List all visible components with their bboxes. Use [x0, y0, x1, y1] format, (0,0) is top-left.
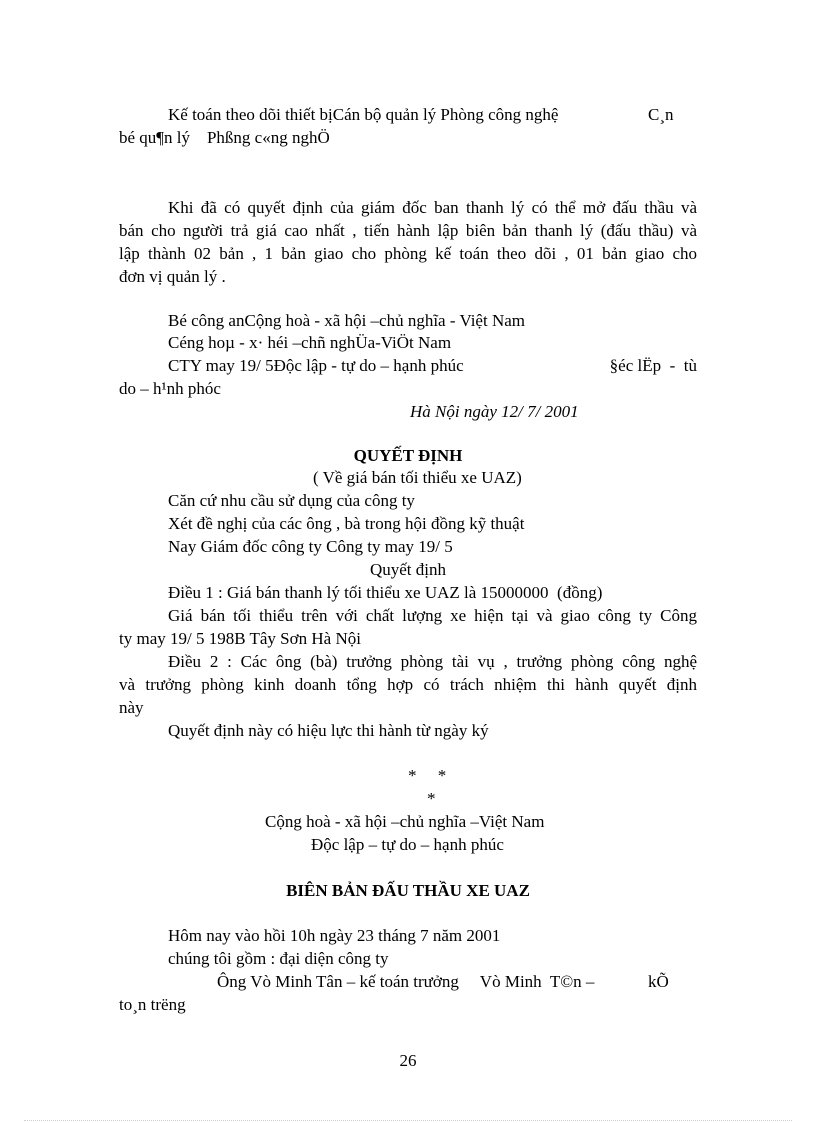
member-line-end: kÕ [648, 972, 669, 991]
article-2-line-1: Điều 2 : Các ông (bà) trưởng phòng tài vụ , trưởng phòng công nghệ [168, 652, 697, 671]
para1-line-3: lập thành 02 bản , 1 bản giao cho phòng kế toán theo dõi , 01 bản giao cho [119, 244, 697, 263]
decision-effect: Quyết định này có hiệu lực thi hành từ ngày ký [168, 721, 489, 740]
article-2-line-3: này [119, 698, 144, 717]
decision-basis-2: Xét đề nghị của các ông , bà trong hội đồng kỹ thuật [168, 514, 525, 533]
article-1-detail-1: Giá bán tối thiểu trên với chất lượng xe hiện tại và giao công ty Công [168, 606, 697, 625]
decision-basis-3: Nay Giám đốc công ty Công ty may 19/ 5 [168, 537, 453, 556]
header-line-4: do – h¹nh phóc [119, 379, 221, 398]
header-line-2: Céng hoµ - x· héi –chñ nghÜa-ViÖt Nam [168, 333, 452, 352]
intro-line-1-end: C¸n [648, 105, 674, 124]
para1-line-2: bán cho người trả giá cao nhất , tiến hành lập biên bản thanh lý (đấu thầu) và [119, 221, 697, 240]
article-2-line-2: và trưởng phòng kinh doanh tổng hợp có trách nhiệm thi hành quyết định [119, 675, 697, 694]
header-line-3: CTY may 19/ 5Độc lập - tự do – hạnh phúc [168, 356, 464, 375]
minutes-title: BIÊN BẢN ĐẤU THẦU XE UAZ [286, 881, 530, 900]
motto: Độc lập – tự do – hạnh phúc [311, 835, 504, 854]
page-number: 26 [399, 1051, 417, 1070]
decision-heading: Quyết định [369, 560, 447, 579]
minutes-today: Hôm nay vào hồi 10h ngày 23 tháng 7 năm 2001 [168, 926, 501, 945]
nation-heading: Cộng hoà - xã hội –chủ nghĩa –Việt Nam [265, 812, 545, 831]
decision-title: QUYẾT ĐỊNH [353, 446, 463, 465]
para1-line-1: Khi đã có quyết định của giám đốc ban thanh lý có thể mở đấu thầu và [168, 198, 697, 217]
member-line: Ông Vò Minh Tân – kế toán trưởng Vò Minh T©n – [217, 972, 595, 991]
separator-stars-1: * * [408, 766, 447, 785]
minutes-we: chúng tôi gồm : đại diện công ty [168, 949, 389, 968]
page-bottom-rule [24, 1120, 792, 1121]
article-1-detail-2: ty may 19/ 5 198B Tây Sơn Hà Nội [119, 629, 361, 648]
document-date: Hà Nội ngày 12/ 7/ 2001 [410, 402, 579, 421]
intro-line-1: Kế toán theo dõi thiết bịCán bộ quản lý Phòng công nghệ [168, 105, 559, 124]
member-line-2: to¸n trëng [119, 995, 186, 1014]
separator-stars-2: * [427, 789, 436, 808]
decision-subtitle: ( Về giá bán tối thiểu xe UAZ) [313, 468, 522, 487]
article-1: Điều 1 : Giá bán thanh lý tối thiểu xe UAZ là 15000000 (đồng) [168, 583, 603, 602]
header-line-3-end: §éc lËp - tù [609, 356, 697, 375]
para1-line-4: đơn vị quản lý . [119, 267, 226, 286]
intro-line-2: bé qu¶n lý Phßng c«ng nghÖ [119, 128, 330, 147]
decision-basis-1: Căn cứ nhu cầu sử dụng của công ty [168, 491, 415, 510]
header-line-1: Bé công anCộng hoà - xã hội –chủ nghĩa - Việt Nam [168, 311, 525, 330]
